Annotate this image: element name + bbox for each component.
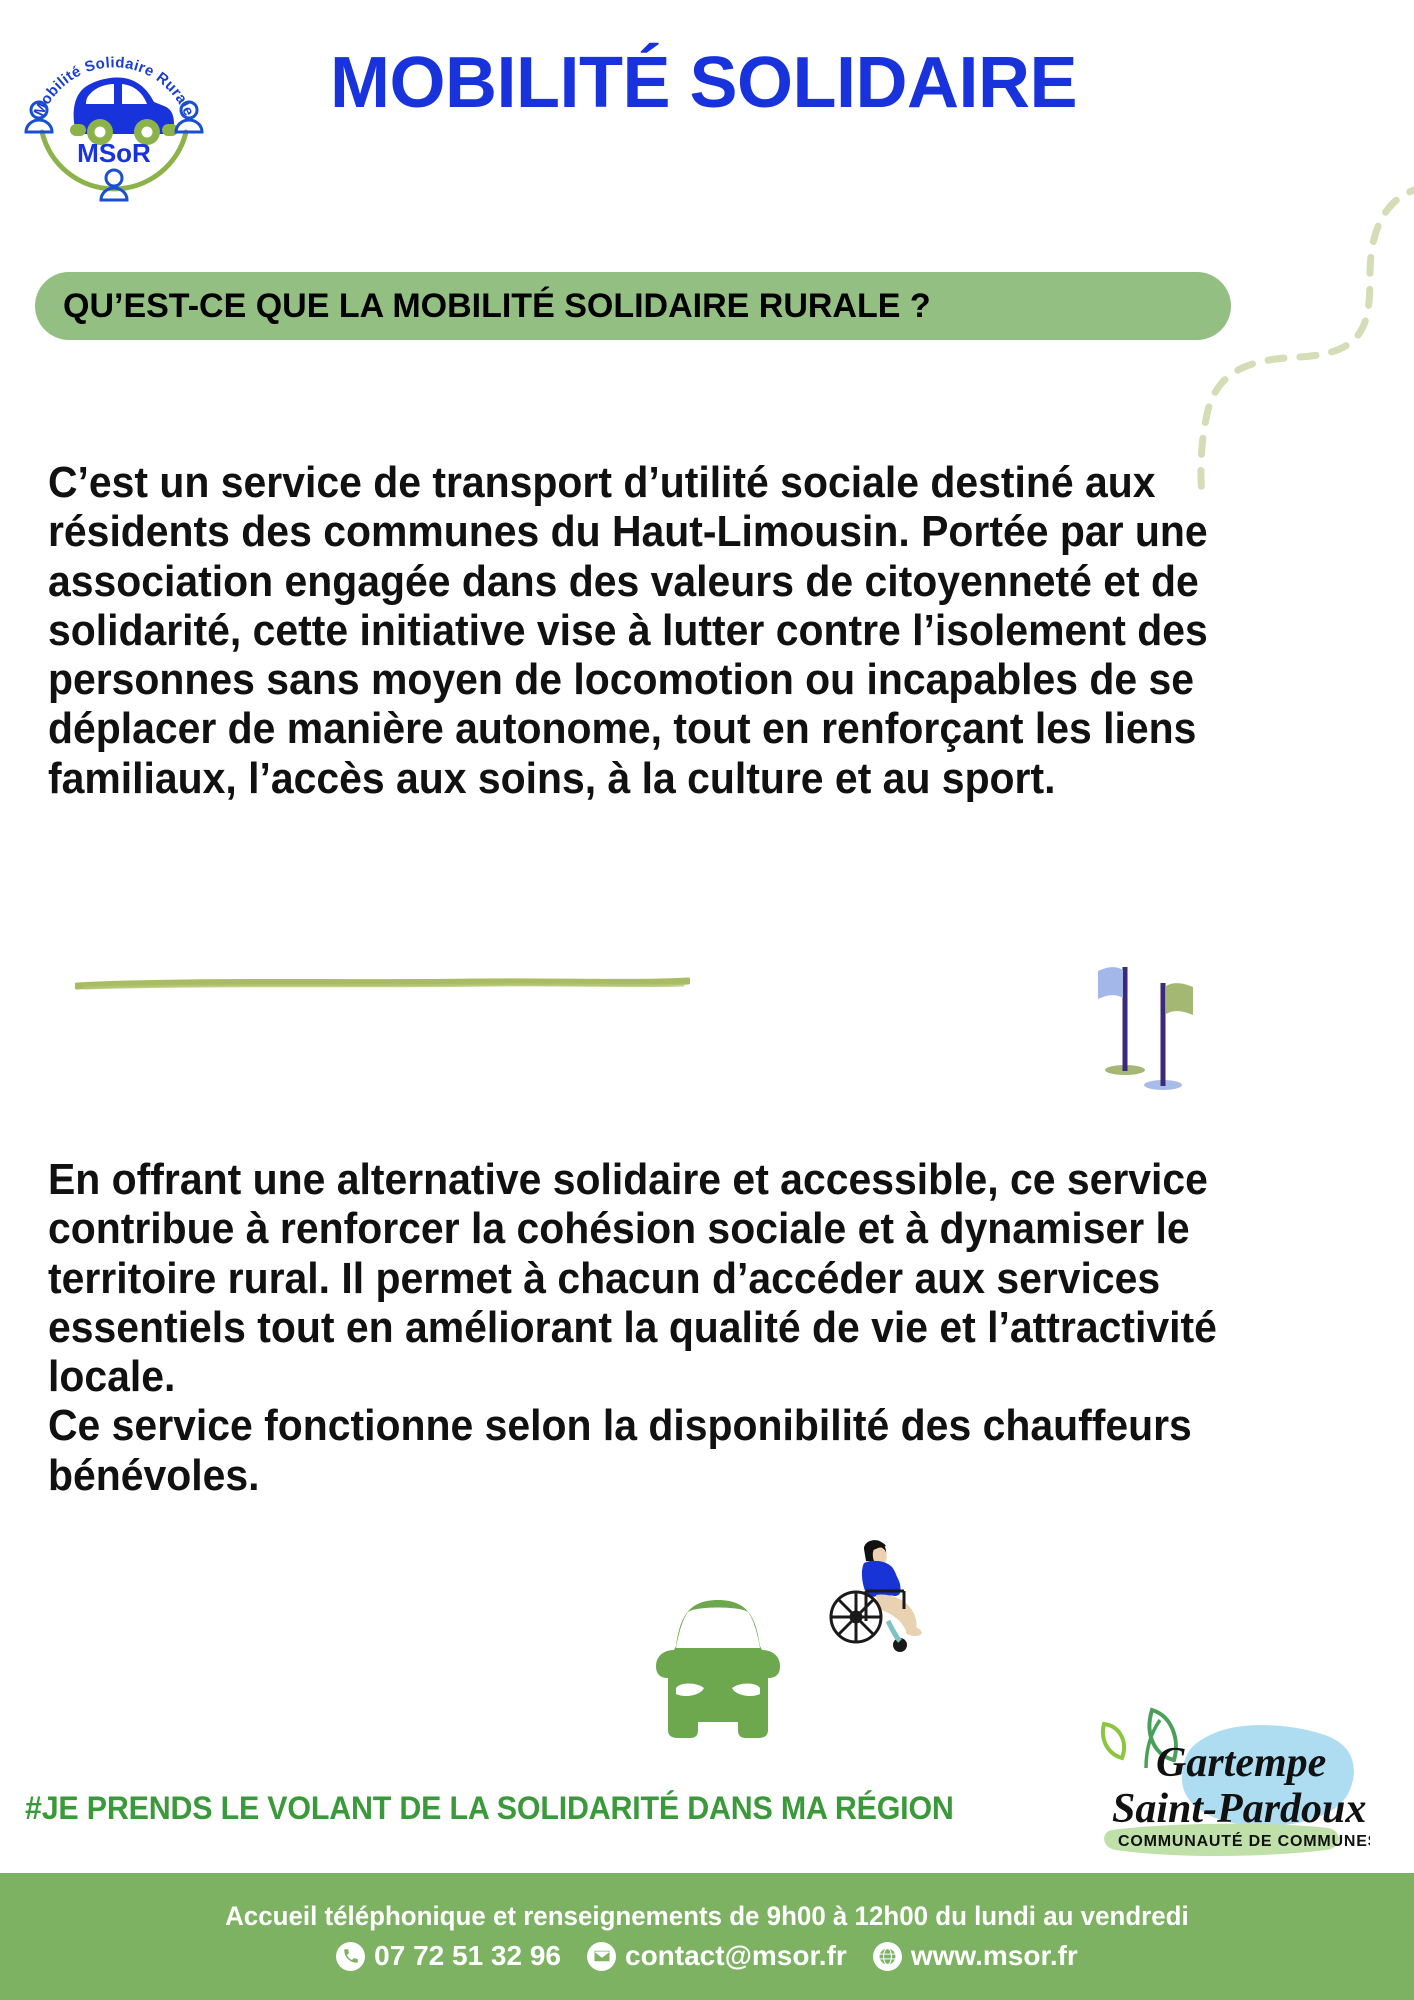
partner-line2: Saint-Pardoux — [1112, 1786, 1367, 1832]
email-value: contact@msor.fr — [625, 1940, 847, 1971]
brush-divider — [75, 975, 690, 991]
car-icon — [618, 1570, 818, 1750]
banner-label: QU’EST-CE QUE LA MOBILITÉ SOLIDAIRE RURALE ? — [63, 286, 931, 325]
detail-paragraph: En offrant une alternative solidaire et accessible, ce service contribue à renforcer la cohésion sociale et à dynamiser le territoire rural. Il permet à chacun d’accéder aux services essentiels tout en améliorant la qualité de vie et l’attractivité locale. Ce service fonctionne selon la disponibilité des chauffeurs bénévoles. — [48, 1155, 1217, 1500]
gartempe-saint-pardoux-logo — [1060, 1690, 1370, 1865]
page-title: MOBILITÉ SOLIDAIRE — [330, 43, 1077, 123]
contact-email[interactable] — [587, 1940, 847, 1972]
svg-text:Mobilité Solidaire Rurale: Mobilité Solidaire Rurale — [30, 54, 198, 119]
section-banner — [35, 272, 1231, 340]
msor-logo — [14, 14, 214, 204]
website-value: www.msor.fr — [910, 1940, 1078, 1971]
contact-phone[interactable] — [336, 1940, 561, 1972]
wheelchair-user-icon — [820, 1535, 930, 1660]
envelope-icon — [587, 1942, 616, 1971]
msor-acronym: MSoR — [77, 138, 151, 168]
contact-website[interactable] — [873, 1940, 1078, 1972]
phone-icon — [336, 1942, 365, 1971]
flags-decoration — [1080, 945, 1230, 1090]
intro-paragraph: C’est un service de transport d’utilité sociale destiné aux résidents des communes du Haut-Limousin. Portée par une association engagée dans des valeurs de citoyenneté et de solidarité, cette initiative vise à lutter contre l’isolement des personnes sans moyen de locomotion ou incapables de se déplacer de manière autonome, tout en renforçant les liens familiaux, l’accès aux soins, à la culture et au sport. — [48, 458, 1208, 803]
partner-subtitle: COMMUNAUTÉ DE COMMUNES — [1118, 1833, 1370, 1850]
footer-bar — [0, 1873, 1414, 2000]
hashtag-slogan: #JE PRENDS LE VOLANT DE LA SOLIDARITÉ DANS MA RÉGION — [25, 1790, 954, 1826]
globe-icon — [873, 1942, 902, 1971]
footer-contacts — [336, 1940, 1078, 1972]
partner-line1: Gartempe — [1156, 1740, 1327, 1786]
phone-value: 07 72 51 32 96 — [374, 1940, 561, 1971]
footer-hours: Accueil téléphonique et renseignements de 9h00 à 12h00 du lundi au vendredi — [225, 1901, 1189, 1931]
